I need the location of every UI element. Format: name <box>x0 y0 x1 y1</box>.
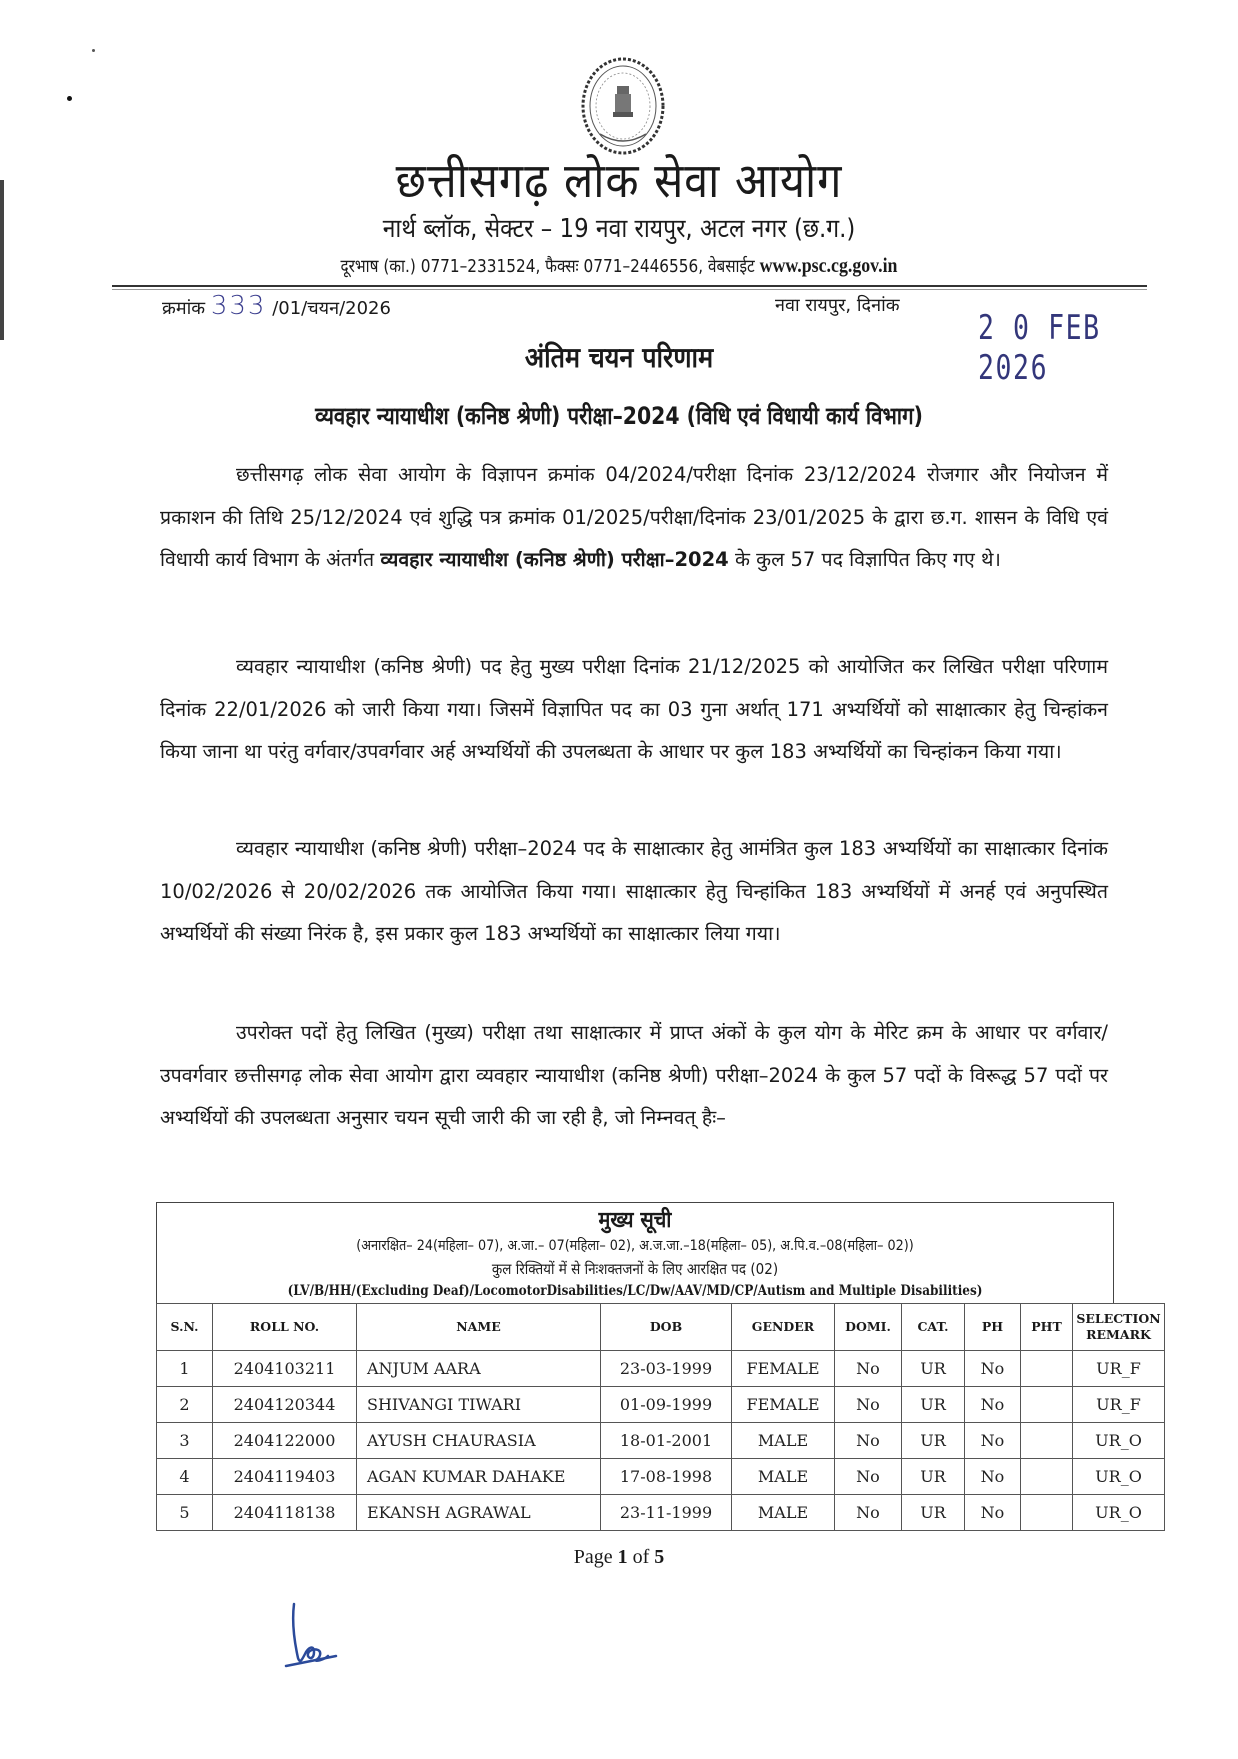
table-header-block <box>156 1202 1114 1303</box>
cell-pht <box>1021 1423 1073 1459</box>
cell-remark: UR_O <box>1073 1423 1165 1459</box>
cell-roll: 2404118138 <box>213 1495 357 1531</box>
exam-name-bold: व्यवहार न्यायाधीश (कनिष्ठ श्रेणी) परीक्षा–2024 <box>380 548 729 571</box>
organization-address: नार्थ ब्लॉक, सेक्टर – 19 नवा रायपुर, अटल नगर (छ.ग.) <box>382 214 856 244</box>
col-dob: DOB <box>601 1304 732 1351</box>
contact-phone-fax: दूरभाष (का.) 0771–2331524, फैक्सः 0771–2446556, वेबसाईट <box>340 256 760 277</box>
cell-gender: FEMALE <box>732 1387 835 1423</box>
cell-roll: 2404122000 <box>213 1423 357 1459</box>
cell-name: EKANSH AGRAWAL <box>357 1495 601 1531</box>
col-category: CAT. <box>902 1304 965 1351</box>
col-pht: PHT <box>1021 1304 1073 1351</box>
cell-gender: MALE <box>732 1423 835 1459</box>
disability-categories: (LV/B/HH/(Excluding Deaf)/LocomotorDisabilities/LC/Dw/AAV/MD/CP/Autism and Multiple Disabilities) <box>287 1283 983 1299</box>
cell-roll: 2404103211 <box>213 1351 357 1387</box>
cell-remark: UR_O <box>1073 1459 1165 1495</box>
cell-remark: UR_F <box>1073 1387 1165 1423</box>
cell-cat: UR <box>902 1423 965 1459</box>
paragraph-advertisement: छत्तीसगढ़ लोक सेवा आयोग के विज्ञापन क्रमांक 04/2024/परीक्षा दिनांक 23/12/2024 रोजगार और नियोजन में प्रकाशन की तिथि 25/12/2024 एवं शुद्धि पत्र क्रमांक 01/2025/परीक्षा/दिनांक 23/01/2025 के द्वारा छ.ग. शासन के विधि एवं विधायी कार्य विभाग के अंतर्गत व्यवहार न्यायाधीश (कनिष्ठ श्रेणी) परीक्षा–2024 के कुल 57 पद विज्ञापित किए गए थे। <box>160 463 1108 571</box>
col-roll-no: ROLL NO. <box>213 1304 357 1351</box>
cell-gender: MALE <box>732 1459 835 1495</box>
reference-number <box>162 292 391 323</box>
cell-pht <box>1021 1387 1073 1423</box>
table-row <box>157 1423 1165 1459</box>
cell-gender: MALE <box>732 1495 835 1531</box>
cell-roll: 2404119403 <box>213 1459 357 1495</box>
cell-domi: No <box>835 1351 902 1387</box>
document-subheading: व्यवहार न्यायाधीश (कनिष्ठ श्रेणी) परीक्षा–2024 (विधि एवं विधायी कार्य विभाग) <box>315 402 923 430</box>
cell-name: AYUSH CHAURASIA <box>357 1423 601 1459</box>
cell-ph: No <box>965 1351 1021 1387</box>
table-row <box>157 1459 1165 1495</box>
handwritten-number: 333 <box>210 291 267 321</box>
letterhead-divider-thin <box>112 289 1147 290</box>
cell-domi: No <box>835 1387 902 1423</box>
cell-sn: 4 <box>157 1459 213 1495</box>
page-number: Page 1 of 5 <box>573 1546 665 1568</box>
table-row <box>157 1351 1165 1387</box>
place-date-label: नवा रायपुर, दिनांक <box>775 295 900 316</box>
cell-dob: 23-03-1999 <box>601 1351 732 1387</box>
cell-ph: No <box>965 1387 1021 1423</box>
results-table <box>156 1303 1165 1531</box>
document-heading: अंतिम चयन परिणाम <box>524 341 714 374</box>
col-gender: GENDER <box>732 1304 835 1351</box>
col-name: NAME <box>357 1304 601 1351</box>
cell-sn: 2 <box>157 1387 213 1423</box>
cell-domi: No <box>835 1495 902 1531</box>
table-title: मुख्य सूची <box>598 1208 672 1233</box>
table-row <box>157 1495 1165 1531</box>
col-sn: S.N. <box>157 1304 213 1351</box>
selection-list-table <box>156 1202 1161 1531</box>
paragraph-selection: उपरोक्त पदों हेतु लिखित (मुख्य) परीक्षा तथा साक्षात्कार में प्राप्त अंकों के कुल योग के मेरिट क्रम के आधार पर वर्गवार/उपवर्गवार छत्तीसगढ़ लोक सेवा आयोग द्वारा व्यवहार न्यायाधीश (कनिष्ठ श्रेणी) परीक्षा–2024 के कुल 57 पदों के विरूद्ध 57 पदों पर अभ्यर्थियों की उपलब्धता अनुसार चयन सूची जारी की जा रही है, जो निम्नवत् हैः– <box>160 1021 1108 1129</box>
website-link[interactable]: www.psc.cg.gov.in <box>759 253 898 277</box>
reservation-breakdown: (अनारक्षित– 24(महिला– 07), अ.जा.– 07(महिला– 02), अ.ज.जा.–18(महिला– 05), अ.पि.व.–08(महिला– 02)) <box>356 1238 914 1254</box>
reference-suffix: /01/चयन/2026 <box>272 298 391 319</box>
cell-cat: UR <box>902 1459 965 1495</box>
scan-page-edge <box>0 180 4 340</box>
paragraph-interview: व्यवहार न्यायाधीश (कनिष्ठ श्रेणी) परीक्षा–2024 पद के साक्षात्कार हेतु आमंत्रित कुल 183 अभ्यर्थियों का साक्षात्कार दिनांक 10/02/2026 से 20/02/2026 तक आयोजित किया गया। साक्षात्कार हेतु चिन्हांकित 183 अभ्यर्थियों में अनर्ह एवं अनुपस्थित अभ्यर्थियों की संख्या निरंक है, इस प्रकार कुल 183 अभ्यर्थियों का साक्षात्कार लिया गया। <box>160 837 1108 945</box>
signature-icon <box>280 1600 350 1672</box>
cell-domi: No <box>835 1423 902 1459</box>
col-ph: PH <box>965 1304 1021 1351</box>
cell-sn: 5 <box>157 1495 213 1531</box>
organization-title: छत्तीसगढ़ लोक सेवा आयोग <box>395 153 843 209</box>
date-stamp: 2 0 FEB 2026 <box>978 308 1101 388</box>
cell-pht <box>1021 1459 1073 1495</box>
reference-label: क्रमांक <box>162 298 206 319</box>
cell-cat: UR <box>902 1495 965 1531</box>
cell-dob: 01-09-1999 <box>601 1387 732 1423</box>
cell-dob: 17-08-1998 <box>601 1459 732 1495</box>
cell-roll: 2404120344 <box>213 1387 357 1423</box>
cell-ph: No <box>965 1495 1021 1531</box>
scan-speck <box>67 96 72 101</box>
cell-cat: UR <box>902 1387 965 1423</box>
cell-dob: 18-01-2001 <box>601 1423 732 1459</box>
cell-domi: No <box>835 1459 902 1495</box>
organization-contact <box>93 252 1145 280</box>
col-domicile: DOMI. <box>835 1304 902 1351</box>
cell-dob: 23-11-1999 <box>601 1495 732 1531</box>
scan-speck <box>92 49 95 52</box>
cell-pht <box>1021 1495 1073 1531</box>
cell-remark: UR_F <box>1073 1351 1165 1387</box>
ph-reserved-posts: कुल रिक्तियों में से निःशक्तजनों के लिए आरक्षित पद (02) <box>491 1260 779 1278</box>
cell-sn: 3 <box>157 1423 213 1459</box>
table-header-row <box>157 1304 1165 1351</box>
paragraph-main-exam: व्यवहार न्यायाधीश (कनिष्ठ श्रेणी) पद हेतु मुख्य परीक्षा दिनांक 21/12/2025 को आयोजित कर लिखित परीक्षा परिणाम दिनांक 22/01/2026 को जारी किया गया। जिसमें विज्ञापित पद का 03 गुना अर्थात् 171 अभ्यर्थियों को साक्षात्कार हेतु चिन्हांकन किया जाना था परंतु वर्गवार/उपवर्गवार अर्ह अभ्यर्थियों की उपलब्धता के आधार पर कुल 183 अभ्यर्थियों का चिन्हांकन किया गया। <box>160 655 1108 763</box>
cell-ph: No <box>965 1459 1021 1495</box>
cell-name: AGAN KUMAR DAHAKE <box>357 1459 601 1495</box>
cell-gender: FEMALE <box>732 1351 835 1387</box>
cell-ph: No <box>965 1423 1021 1459</box>
letterhead-divider <box>112 285 1147 287</box>
cell-cat: UR <box>902 1351 965 1387</box>
cell-remark: UR_O <box>1073 1495 1165 1531</box>
cell-name: SHIVANGI TIWARI <box>357 1387 601 1423</box>
cell-name: ANJUM AARA <box>357 1351 601 1387</box>
cell-pht <box>1021 1351 1073 1387</box>
col-selection-remark: SELECTION REMARK <box>1073 1304 1165 1351</box>
cell-sn: 1 <box>157 1351 213 1387</box>
table-row <box>157 1387 1165 1423</box>
cgpsc-emblem-icon <box>580 56 666 160</box>
